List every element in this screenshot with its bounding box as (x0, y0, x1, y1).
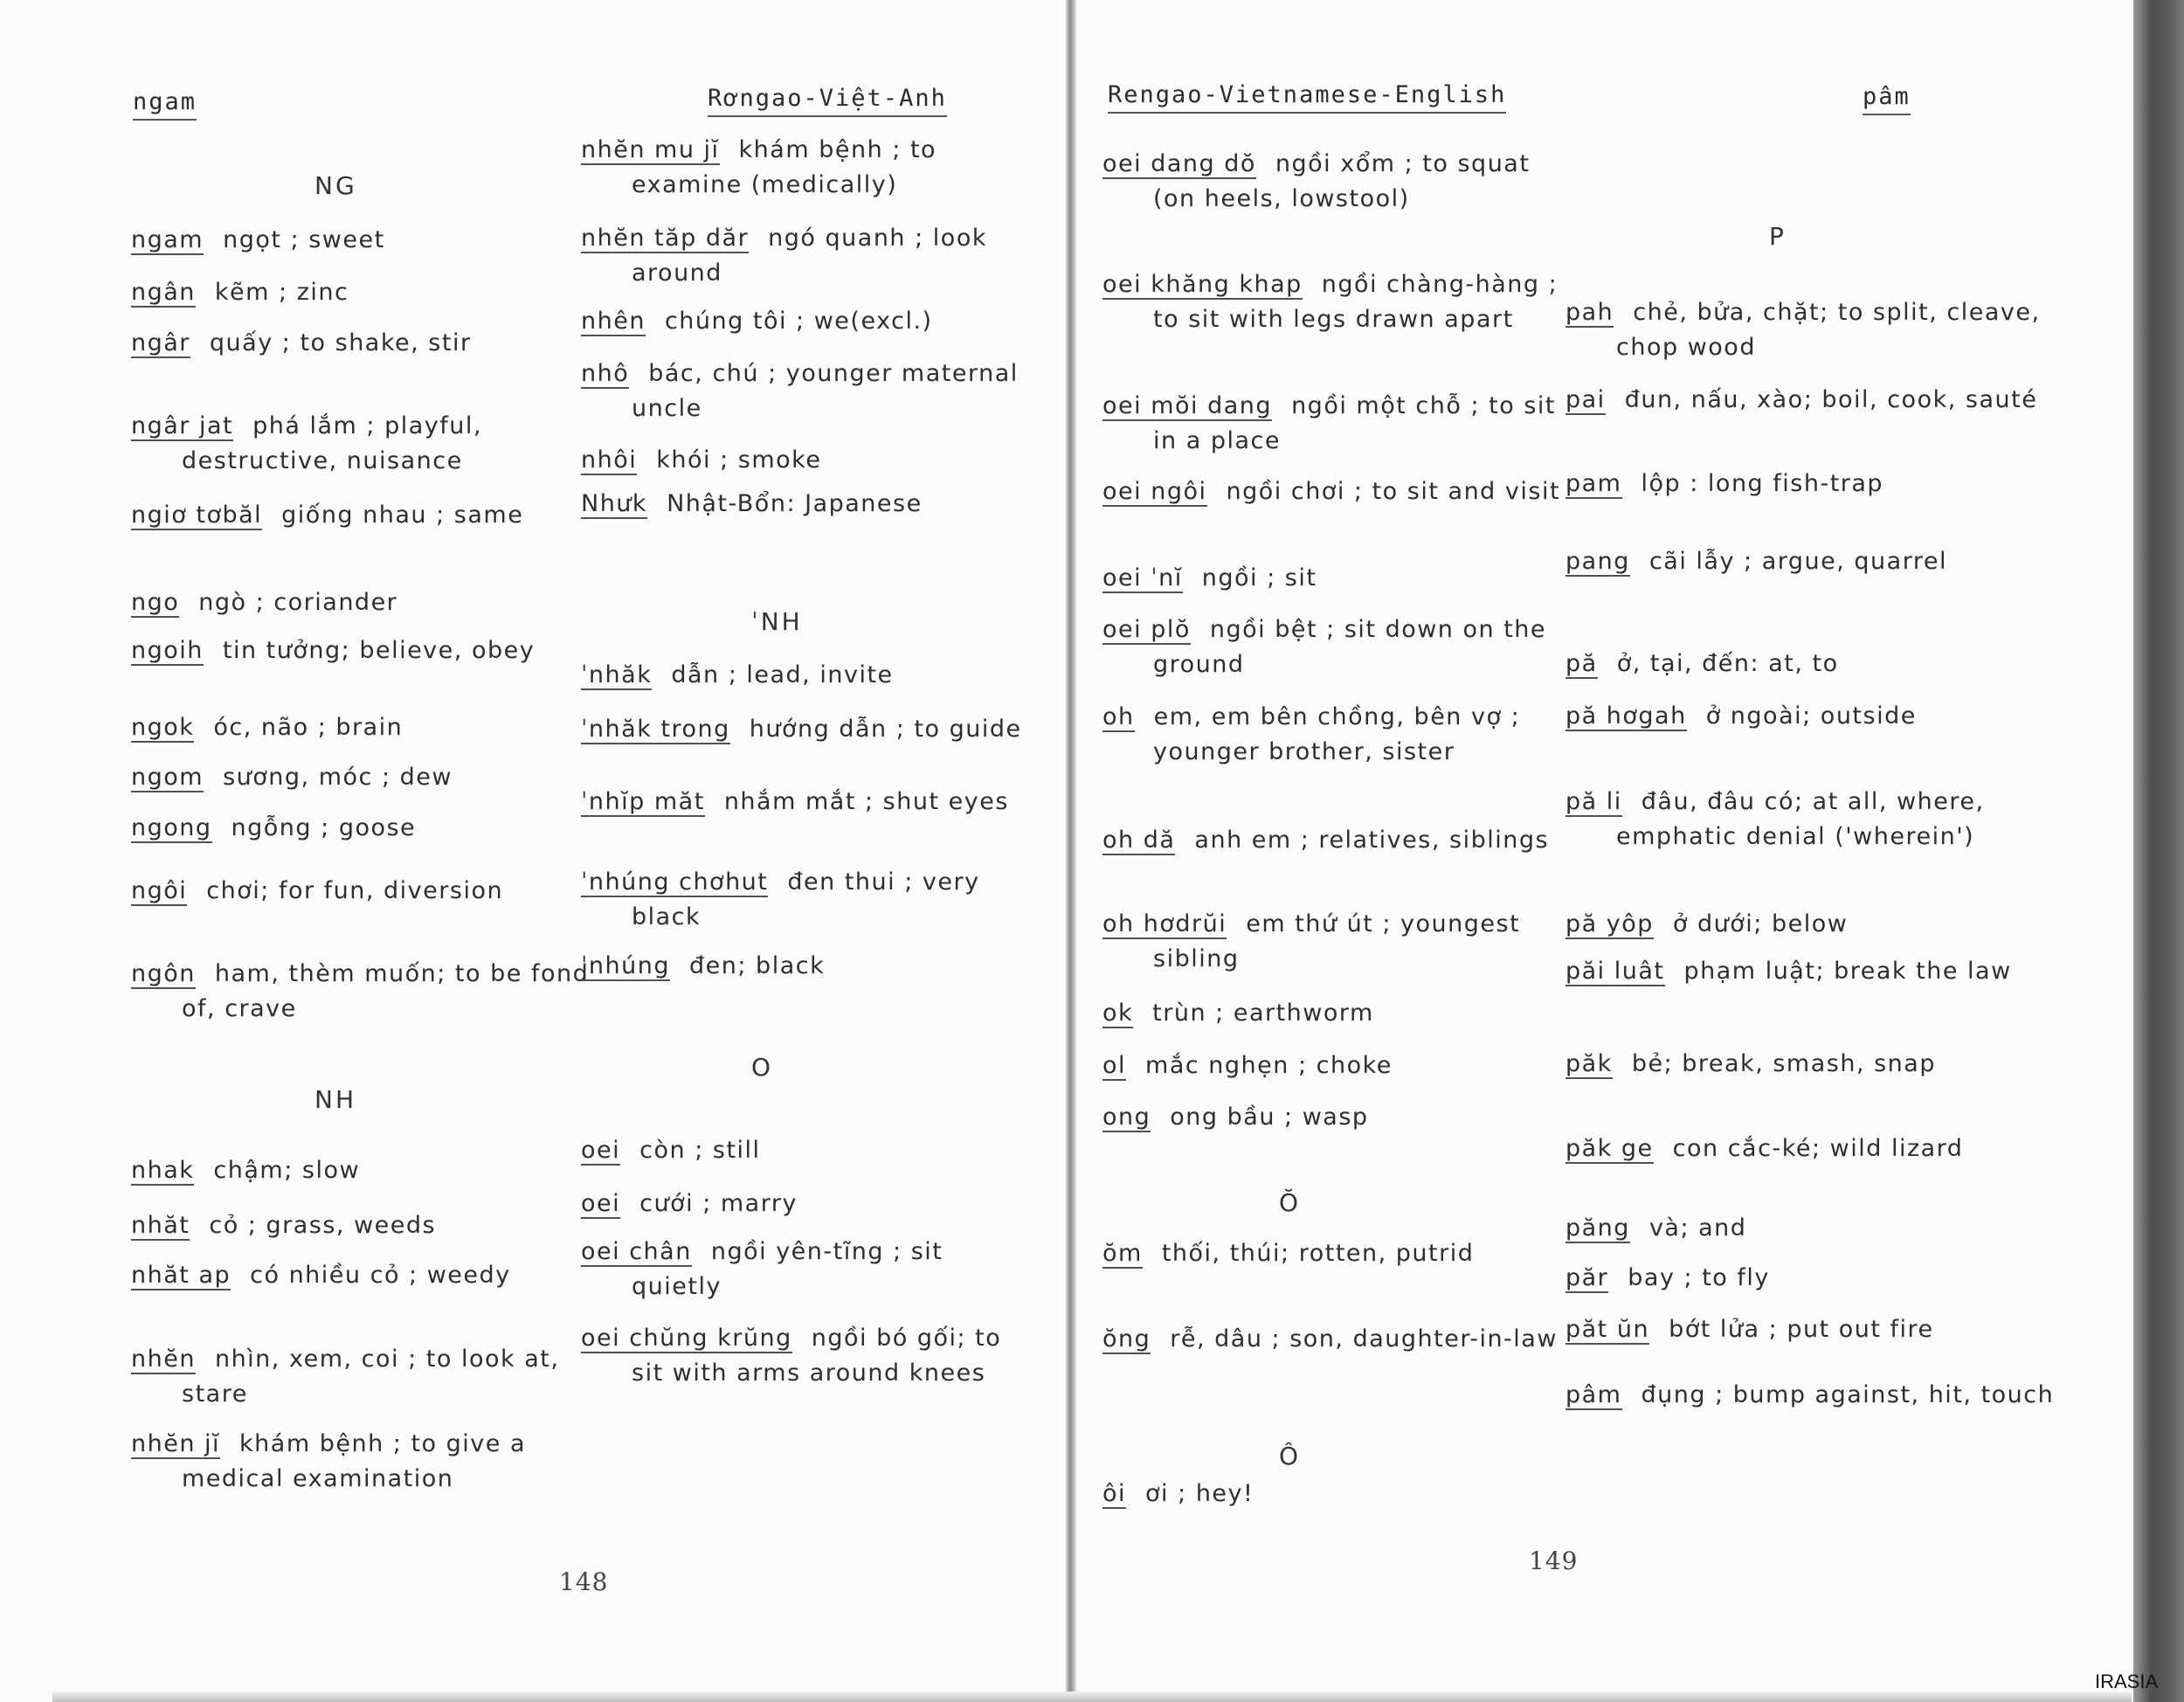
entry-headword: nhak (131, 1157, 195, 1184)
entry-gloss: ngồi chơi ; to sit and visit (1226, 478, 1561, 505)
dictionary-entry (1102, 561, 1572, 596)
scan-edge-shadow (2133, 0, 2184, 1702)
entry-gloss: chúng tôi ; we(excl.) (664, 308, 933, 335)
entry-headword: ngam (131, 226, 204, 253)
entry-gloss: con cắc-ké; wild lizard (1672, 1135, 1964, 1162)
entry-gloss: ngó quanh ; look around (632, 225, 987, 287)
entry-gloss: ngọt ; sweet (223, 226, 385, 253)
entry-gloss: kẽm ; zinc (214, 279, 349, 306)
dictionary-entry (581, 356, 1033, 426)
dictionary-entry (1102, 1477, 1572, 1512)
dictionary-entry (131, 633, 619, 668)
dictionary-entry (131, 275, 619, 310)
entry-gloss: nhìn, xem, coi ; to look at, stare (182, 1346, 560, 1408)
dictionary-entry (581, 221, 1033, 291)
entry-gloss: ngò ; coriander (198, 589, 398, 616)
scan-bottom-edge (52, 1692, 2132, 1702)
entry-gloss: ngỗng ; goose (231, 814, 417, 841)
entry-headword: oei (581, 1190, 621, 1217)
entry-gloss: ong bầu ; wasp (1170, 1104, 1369, 1131)
entry-gloss: Nhật-Bổn: Japanese (667, 490, 923, 517)
entry-headword: păk (1565, 1050, 1613, 1077)
left-header-title: Rơngao-Việt-Anh (708, 84, 947, 117)
entry-headword: păt ŭn (1565, 1316, 1650, 1343)
dictionary-entry (1102, 267, 1572, 337)
entry-gloss: cỏ ; grass, weeds (209, 1212, 437, 1239)
entry-gloss: ngồi bó gối; to sit with arms around knees (632, 1325, 1002, 1387)
entry-gloss: chơi; for fun, diversion (206, 877, 504, 904)
entry-headword: ˈnhúng chơhut (581, 868, 769, 896)
entry-gloss: bác, chú ; younger maternal uncle (632, 360, 1019, 422)
entry-gloss: chẻ, bửa, chặt; to split, cleave, chop wood (1616, 299, 2041, 361)
entry-headword: ˈnhúng (581, 952, 671, 979)
dictionary-entry (1565, 1312, 2070, 1347)
entry-gloss: chậm; slow (213, 1157, 361, 1184)
entry-gloss: bớt lửa ; put out fire (1669, 1316, 1934, 1343)
dictionary-entry (1565, 467, 2070, 502)
entry-gloss: hướng dẫn ; to guide (749, 716, 1022, 743)
entry-gloss: sương, móc ; dew (223, 764, 453, 791)
entry-headword: oei chŭng krŭng (581, 1325, 792, 1352)
dictionary-entry (131, 760, 619, 795)
dictionary-entry (1102, 1100, 1572, 1135)
dictionary-entry (1102, 1048, 1572, 1083)
book-gutter (1066, 0, 1076, 1702)
entry-headword: pâm (1565, 1381, 1622, 1408)
entry-headword: pah (1565, 299, 1614, 326)
left-header-guideword: ngam (133, 87, 197, 121)
dictionary-entry (581, 712, 1033, 747)
entry-gloss: nhắm mắt ; shut eyes (723, 788, 1009, 815)
entry-gloss: trùn ; earthworm (1152, 1000, 1374, 1027)
dictionary-entry (1565, 1211, 2070, 1246)
entry-gloss: ngồi chàng-hàng ; to sit with legs drawn apart (1153, 271, 1559, 333)
entry-gloss: phạm luật; break the law (1683, 958, 2012, 985)
entry-gloss: còn ; still (639, 1137, 761, 1164)
entry-headword: pă (1565, 650, 1598, 677)
entry-gloss: đen thui ; very black (632, 868, 980, 931)
entry-headword: pai (1565, 386, 1606, 413)
entry-gloss: cưới ; marry (639, 1190, 798, 1217)
dictionary-entry (1565, 1261, 2070, 1296)
entry-gloss: đụng ; bump against, hit, touch (1641, 1381, 2055, 1408)
dictionary-entry (581, 1235, 1033, 1304)
entry-headword: nhĕn jĭ (131, 1430, 221, 1457)
entry-headword: ngiơ tơbăl (131, 502, 263, 529)
entry-headword: ŏng (1102, 1325, 1151, 1353)
entry-gloss: ham, thèm muốn; to be fond of, crave (182, 960, 590, 1022)
letter-section-heading: Ô (1279, 1442, 1302, 1470)
entry-headword: ngôn (131, 960, 196, 987)
dictionary-entry (1565, 954, 2070, 989)
entry-gloss: khám bệnh ; to examine (medically) (632, 136, 937, 198)
right-header-title: Rengao-Vietnamese-English (1108, 80, 1506, 114)
dictionary-entry (581, 865, 1033, 935)
entry-gloss: ơi ; hey! (1145, 1480, 1254, 1507)
entry-headword: ôi (1102, 1480, 1127, 1507)
letter-section-heading: Ŏ (1279, 1188, 1302, 1217)
entry-gloss: ngồi ; sit (1201, 564, 1317, 592)
dictionary-entry (1565, 1378, 2070, 1413)
dictionary-entry (131, 326, 619, 361)
dictionary-entry (1565, 295, 2070, 365)
entry-gloss: rễ, dâu ; son, daughter-in-law (1170, 1325, 1558, 1353)
left-page (0, 0, 1066, 1702)
dictionary-entry (1565, 383, 2070, 418)
entry-gloss: ngồi bệt ; sit down on the ground (1153, 616, 1547, 678)
dictionary-entry (1102, 389, 1572, 459)
dictionary-entry (1102, 147, 1572, 217)
entry-headword: nhăt ap (131, 1262, 232, 1289)
letter-section-heading: NG (314, 171, 357, 200)
left-page-number: 148 (559, 1567, 609, 1596)
dictionary-entry (1565, 907, 2070, 942)
dictionary-entry (1102, 1322, 1572, 1357)
entry-gloss: ở dưới; below (1672, 910, 1849, 937)
entry-headword: ong (1102, 1104, 1151, 1131)
dictionary-entry (131, 409, 619, 479)
entry-gloss: ở, tại, đến: at, to (1616, 650, 1839, 677)
dictionary-entry (581, 1133, 1033, 1168)
entry-gloss: đun, nấu, xào; boil, cook, sauté (1624, 386, 2038, 413)
entry-gloss: đen; black (689, 952, 826, 979)
entry-gloss: mắc nghẹn ; choke (1145, 1052, 1393, 1079)
right-page (1076, 0, 2133, 1702)
entry-headword: oei mŏi dang (1102, 392, 1273, 419)
entry-headword: pă yôp (1565, 910, 1654, 937)
dictionary-entry (1102, 612, 1572, 682)
dictionary-entry (131, 223, 619, 258)
entry-headword: pă li (1565, 788, 1622, 815)
dictionary-entry (1565, 1047, 2070, 1082)
entry-headword: pam (1565, 470, 1622, 497)
right-page-number: 149 (1529, 1546, 1579, 1575)
entry-headword: nhĕn (131, 1346, 196, 1373)
letter-section-heading: NH (314, 1085, 356, 1114)
entry-gloss: dẫn ; lead, invite (671, 661, 894, 688)
dictionary-entry (131, 1342, 619, 1412)
dictionary-entry (1102, 996, 1572, 1031)
entry-headword: ˈnhăk (581, 661, 653, 688)
entry-headword: păr (1565, 1264, 1609, 1291)
entry-headword: nhôi (581, 446, 638, 474)
entry-gloss: bay ; to fly (1628, 1264, 1770, 1291)
entry-gloss: bẻ; break, smash, snap (1631, 1050, 1936, 1077)
entry-headword: ŏm (1102, 1240, 1143, 1267)
dictionary-entry (131, 811, 619, 846)
dictionary-entry (581, 1321, 1033, 1391)
entry-headword: oh (1102, 703, 1135, 730)
entry-gloss: quấy ; to shake, stir (209, 329, 472, 356)
entry-gloss: óc, não ; brain (213, 714, 404, 741)
dictionary-entry (1565, 647, 2070, 681)
entry-headword: oei ˈnĭ (1102, 564, 1183, 592)
entry-gloss: ở ngoài; outside (1705, 702, 1917, 730)
entry-headword: pang (1565, 548, 1630, 575)
dictionary-entry (1565, 544, 2070, 579)
entry-gloss: có nhiều cỏ ; weedy (250, 1262, 511, 1289)
dictionary-entry (1102, 474, 1572, 509)
entry-headword: oh dă (1102, 827, 1176, 854)
entry-headword: ngong (131, 814, 212, 841)
entry-headword: oei chân (581, 1238, 692, 1265)
entry-headword: nhĕn tăp dăr (581, 225, 750, 252)
letter-section-heading: O (751, 1053, 774, 1082)
entry-headword: oei plŏ (1102, 616, 1191, 643)
dictionary-entry (581, 949, 1033, 984)
dictionary-entry (1102, 823, 1572, 858)
entry-headword: nhĕn mu jĭ (581, 136, 720, 163)
entry-gloss: ngồi xổm ; to squat (on heels, lowstool) (1153, 150, 1531, 212)
dictionary-entry (1565, 785, 2070, 854)
watermark-text: IRASIA (2095, 1671, 2159, 1692)
right-header-guideword: pâm (1863, 82, 1911, 115)
entry-gloss: lộp : long fish-trap (1641, 470, 1884, 497)
entry-headword: oh hơdrŭi (1102, 910, 1227, 937)
entry-headword: nhên (581, 308, 646, 335)
entry-headword: oei (581, 1137, 621, 1164)
dictionary-entry (1565, 699, 2070, 734)
entry-headword: păng (1565, 1214, 1630, 1242)
dictionary-entry (131, 957, 619, 1027)
entry-gloss: em, em bên chồng, bên vợ ; younger brother, sister (1153, 703, 1521, 765)
entry-gloss: giống nhau ; same (281, 502, 524, 529)
entry-headword: ngâr jat (131, 412, 234, 439)
dictionary-entry (131, 498, 619, 533)
entry-headword: ngo (131, 589, 180, 616)
entry-gloss: khám bệnh ; to give a medical examination (182, 1430, 527, 1492)
dictionary-entry (1102, 1236, 1572, 1271)
entry-gloss: em thứ út ; youngest sibling (1153, 910, 1521, 972)
entry-headword: ol (1102, 1052, 1127, 1079)
dictionary-entry (581, 304, 1033, 339)
dictionary-entry (131, 585, 619, 620)
entry-headword: Nhưk (581, 490, 648, 517)
entry-gloss: và; and (1648, 1214, 1747, 1242)
entry-headword: nhô (581, 360, 630, 387)
dictionary-entry (1565, 1131, 2070, 1166)
entry-gloss: ngồi yên-tĩng ; sit quietly (632, 1238, 943, 1300)
entry-gloss: thối, thúi; rotten, putrid (1161, 1240, 1475, 1267)
dictionary-entry (581, 487, 1033, 522)
entry-gloss: cãi lẫy ; argue, quarrel (1648, 548, 1947, 575)
entry-headword: ngoih (131, 637, 204, 664)
dictionary-entry (131, 710, 619, 745)
dictionary-entry (581, 133, 1033, 203)
dictionary-entry (131, 1258, 619, 1293)
entry-headword: ngôi (131, 877, 188, 904)
dictionary-entry (1102, 907, 1572, 977)
entry-headword: nhăt (131, 1212, 190, 1239)
dictionary-entry (131, 874, 619, 909)
entry-gloss: tin tưởng; believe, obey (222, 637, 536, 664)
entry-headword: ngâr (131, 329, 190, 356)
entry-headword: păi luât (1565, 958, 1665, 985)
entry-headword: oei ngôi (1102, 478, 1207, 505)
entry-headword: ngok (131, 714, 195, 741)
entry-headword: ˈnhăk trong (581, 716, 730, 743)
dictionary-entry (131, 1153, 619, 1188)
entry-headword: oei khăng khap (1102, 271, 1303, 298)
entry-headword: oei dang dŏ (1102, 150, 1256, 177)
entry-gloss: phá lắm ; playful, destructive, nuisance (182, 412, 482, 474)
entry-headword: ngom (131, 764, 204, 791)
dictionary-entry (581, 1187, 1033, 1221)
entry-headword: păk ge (1565, 1135, 1654, 1162)
dictionary-entry (581, 658, 1033, 693)
entry-headword: pă hơgah (1565, 702, 1687, 730)
entry-gloss: đâu, đâu có; at all, where, emphatic denial ('wherein') (1616, 788, 1985, 850)
entry-headword: ˈnhĭp măt (581, 788, 705, 815)
entry-gloss: ngồi một chỗ ; to sit in a place (1153, 392, 1556, 454)
dictionary-entry (131, 1427, 619, 1497)
entry-headword: ok (1102, 1000, 1134, 1027)
entry-gloss: khói ; smoke (656, 446, 822, 474)
dictionary-entry (1102, 700, 1572, 770)
entry-gloss: anh em ; relatives, siblings (1194, 827, 1550, 854)
letter-section-heading: ˈNH (751, 607, 803, 636)
dictionary-entry (581, 443, 1033, 478)
dictionary-entry (131, 1208, 619, 1243)
entry-headword: ngân (131, 279, 196, 306)
letter-section-heading: P (1769, 222, 1787, 251)
dictionary-entry (581, 785, 1033, 820)
